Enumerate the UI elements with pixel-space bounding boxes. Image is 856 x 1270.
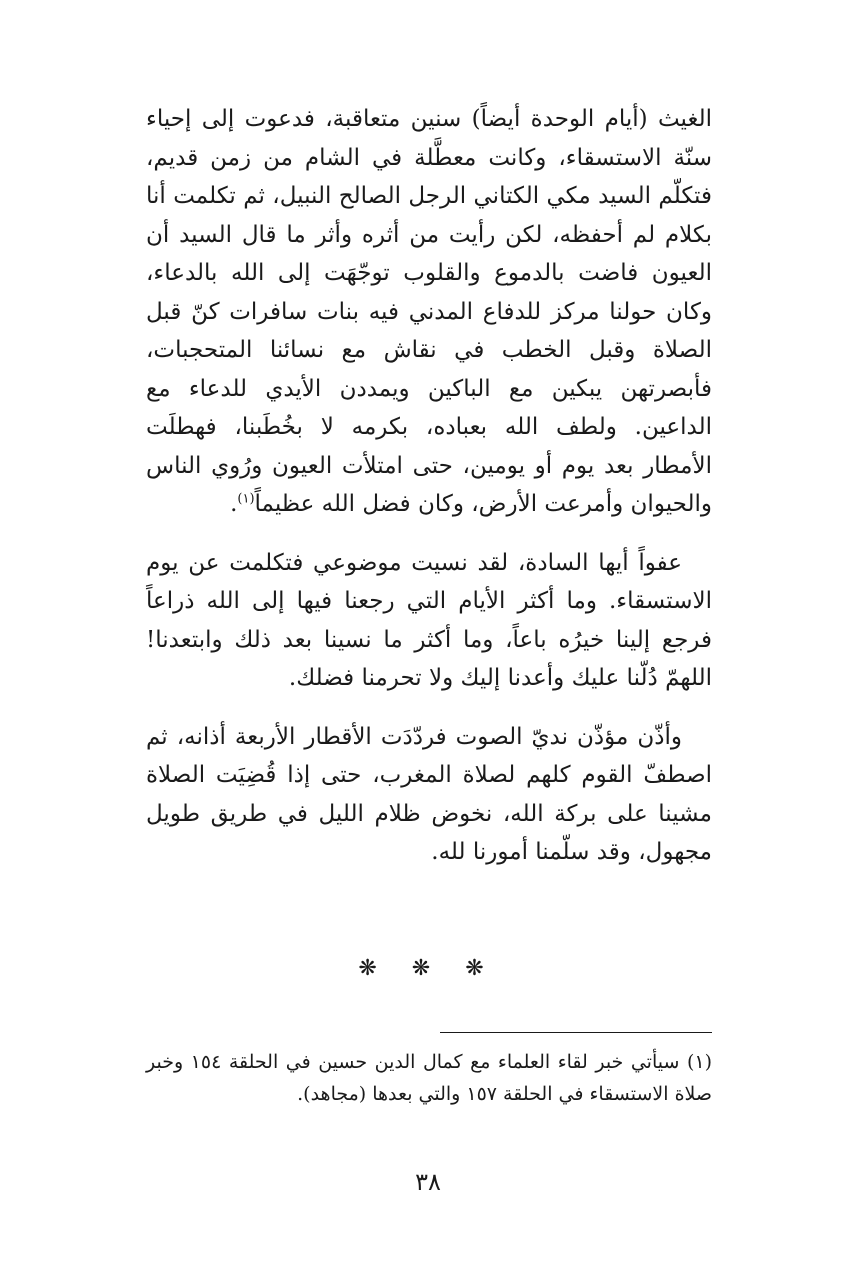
footnote-reference[interactable]: (١): [237, 491, 255, 507]
paragraph-1-tail: .: [230, 491, 238, 517]
paragraph-2: عفواً أيها السادة، لقد نسيت موضوعي فتكلمت عن يوم الاستسقاء. وما أكثر الأيام التي رجعنا فيها إلى الله ذراعاً فرجع إلينا خيرُه باعاً، وما أكثر ما نسينا بعد ذلك وابتعدنا! اللهمّ دُلّنا عليك وأعدنا إليك ولا تحرمنا فضلك.: [146, 549, 712, 691]
footnote-number: (١): [686, 1051, 712, 1073]
page-number: ٣٨: [415, 1168, 441, 1196]
paragraph-1: [146, 100, 712, 524]
paragraph-1-text: الغيث (أيام الوحدة أيضاً) سنين متعاقبة، فدعوت إلى إحياء سنّة الاستسقاء، وكانت معطَّلة في الشام من زمن قديم، فتكلّم السيد مكي الكتاني الرجل الصالح النبيل، ثم تكلمت أنا بكلام لم أحفظه، لكن رأيت من أثره وأثر ما قال السيد أن العيون فاضت بالدموع والقلوب توجّهَت إلى الله بالدعاء، وكان حولنا مركز للدفاع المدني فيه بنات سافرات كنّ قبل الصلاة وقبل الخطب في نقاش مع نسائنا المتحجبات، فأبصرتهن يبكين مع الباكين ويمددن الأيدي للدعاء مع الداعين. ولطف الله بعباده، بكرمه لا بخُطَبنا، فهطلَت الأمطار بعد يوم أو يومين، حتى امتلأت العيون ورُوي الناس والحيوان وأمرعت الأرض، وكان فضل الله عظيماً: [146, 106, 712, 517]
footnote-text: سيأتي خبر لقاء العلماء مع كمال الدين حسين في الحلقة ١٥٤ وخبر صلاة الاستسقاء في الحلقة ١٥٧ والتي بعدها (مجاهد).: [146, 1051, 712, 1105]
footnote: [146, 1046, 712, 1110]
section-separator: ❋ ❋ ❋: [358, 956, 498, 981]
page-body: [146, 100, 712, 872]
paragraph-3: وأذّن مؤذّن نديّ الصوت فردّدَت الأقطار الأربعة أذانه، ثم اصطفّ القوم كلهم لصلاة المغرب، حتى إذا قُضِيَت الصلاة مشينا على بركة الله، نخوض ظلام الليل في طريق طويل مجهول، وقد سلّمنا أمورنا لله.: [146, 723, 712, 865]
footnote-divider: [440, 1032, 712, 1033]
